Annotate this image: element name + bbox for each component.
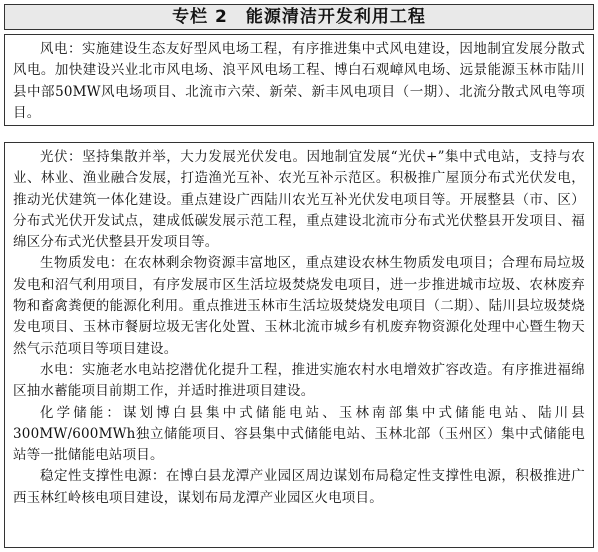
wind-section [4,34,594,126]
solar-paragraph: 光伏：坚持集散并举，大力发展光伏发电。因地制宜发展“光伏+”集中式电站，支持与农业、林业、渔业融合发展，打造渔光互补、农光互补示范区。积极推广屋顶分布式光伏发电，推动光伏建筑一体化建设。重点建设广西陆川农光互补光伏发电项目等。开展整县（市、区）分布式光伏开发试点，建成低碳发展示范工程，重点建设北流市分布式光伏整县开发项目、福绵区分布式光伏整县开发项目等。 [13,149,585,251]
stable-power-paragraph: 稳定性支撑性电源：在博白县龙潭产业园区周边谋划布局稳定性支撑性电源，积极推进广西玉林红岭核电项目建设，谋划布局龙潭产业园区火电项目。 [13,468,585,506]
storage-paragraph: 化学储能：谋划博白县集中式储能电站、玉林南部集中式储能电站、陆川县300MW/600MWh独立储能项目、容县集中式储能电站、玉林北部（玉州区）集中式储能电站等一批储能电站项目。 [13,404,585,464]
energy-sections [4,142,594,548]
biomass-paragraph: 生物质发电：在农林剩余物资源丰富地区，重点建设农林生物质发电项目；合理布局垃圾发电和沼气利用项目，有序发展市区生活垃圾焚烧发电项目，进一步推进城市垃圾、农林废弃物和畜禽粪便的能源化利用。重点推进玉林市生活垃圾焚烧发电项目（二期）、陆川县垃圾焚烧发电项目、玉林市餐厨垃圾无害化处置、玉林北流市城乡有机废弃物资源化处理中心暨生物天然气示范项目等项目建设。 [13,255,585,357]
hydro-paragraph: 水电：实施老水电站挖潜优化提升工程，推进实施农村水电增效扩容改造。有序推进福绵区抽水蓄能项目前期工作，并适时推进项目建设。 [13,361,585,400]
column-title: 专栏 2 能源清洁开发利用工程 [4,4,594,30]
wind-paragraph: 风电：实施建设生态友好型风电场工程，有序推进集中式风电建设，因地制宜发展分散式风电。加快建设兴业北市风电场、浪平风电场工程、博白石观嶂风电场、远景能源玉林市陆川县中部50MW风电场项目、北流市六荣、新荣、新丰风电项目（一期）、北流分散式风电等项目。 [13,41,585,121]
